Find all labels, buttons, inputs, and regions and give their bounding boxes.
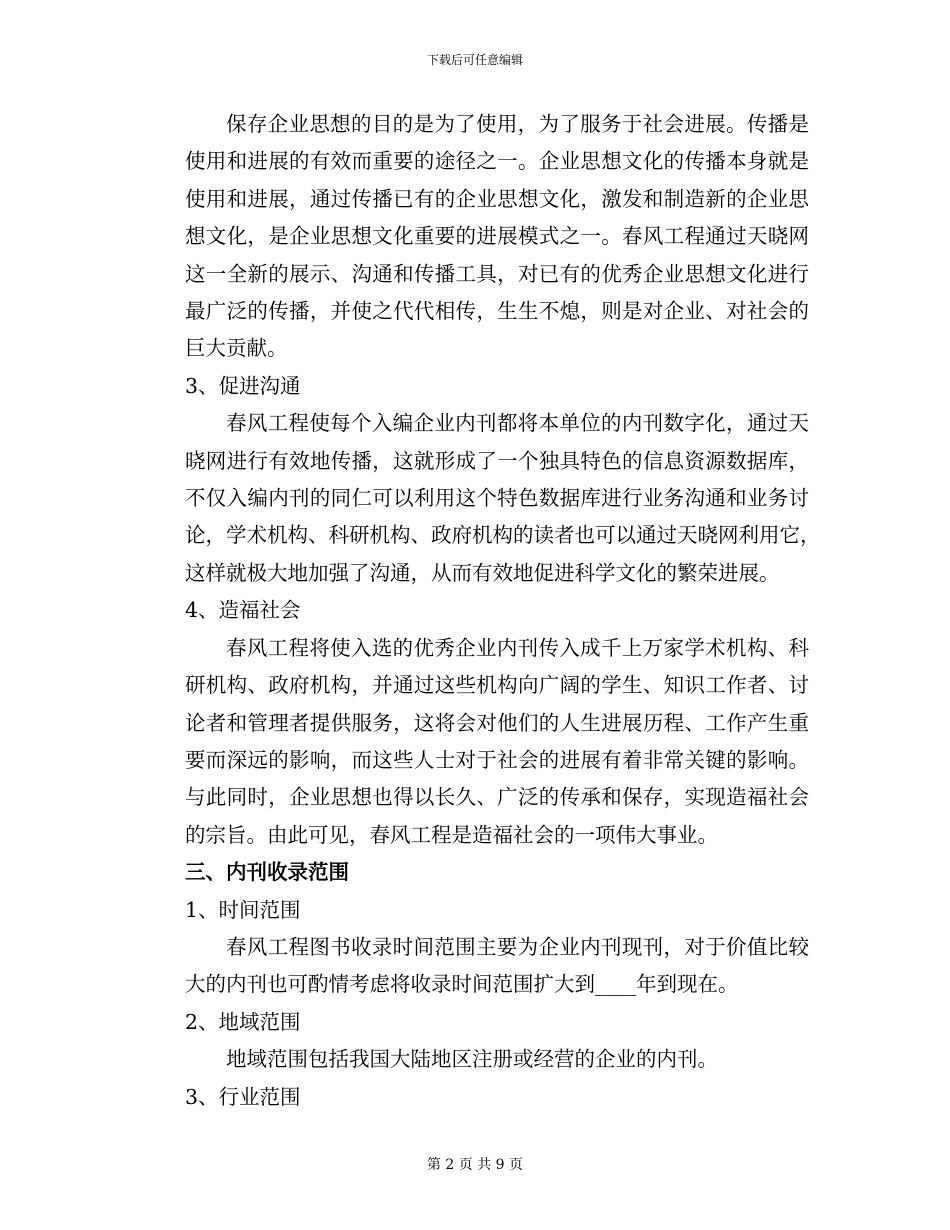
section-heading-time-scope: 1、时间范围 — [185, 897, 301, 922]
text-line: 春风工程图书收录时间范围主要为企业内刊现刊，对于价值比较 — [226, 934, 809, 959]
paragraph-time-scope — [144, 929, 809, 1004]
text-line: 使用和进展的有效而重要的途径之一。企业思想文化的传播本身就是 — [185, 149, 809, 174]
paragraph-region-scope — [144, 1041, 809, 1078]
text-line: 大的内刊也可酌情考虑将收录时间范围扩大到____年到现在。 — [185, 972, 739, 997]
section-heading-industry-scope: 3、行业范围 — [185, 1084, 301, 1109]
text-line: 巨大贡献。 — [185, 336, 288, 361]
section-heading-benefit-society: 4、造福社会 — [185, 598, 301, 623]
text-line: 春风工程使每个入编企业内刊都将本单位的内刊数字化，通过天 — [226, 411, 809, 436]
text-line: 晓网进行有效地传播，这就形成了一个独具特色的信息资源数据库， — [185, 448, 809, 473]
text-line: 这一全新的展示、沟通和传播工具，对已有的优秀企业思想文化进行 — [185, 261, 809, 286]
text-line: 的宗旨。由此可见，春风工程是造福社会的一项伟大事业。 — [185, 822, 718, 847]
text-line: 保存企业思想的目的是为了使用，为了服务于社会进展。传播是 — [226, 112, 809, 136]
section-heading-region-scope: 2、地域范围 — [185, 1009, 301, 1034]
paragraph-communication — [144, 405, 821, 592]
text-line: 要而深远的影响，而这些人士对于社会的进展有着非常关键的影响。 — [185, 747, 809, 772]
text-line: 论，学术机构、科研机构、政府机构的读者也可以通过天晓网利用它， — [185, 523, 821, 548]
section-heading-promote-communication: 3、促进沟通 — [185, 373, 301, 398]
section-heading-collection-scope: 三、内刊收录范围 — [185, 860, 349, 885]
paragraph-preservation-purpose — [144, 106, 809, 368]
page-header: 下载后可任意编辑 — [426, 53, 523, 67]
text-line: 最广泛的传播，并使之代代相传，生生不熄，则是对企业、对社会的 — [185, 299, 809, 324]
text-line: 使用和进展，通过传播已有的企业思想文化，激发和制造新的企业思 — [185, 186, 809, 211]
text-line: 地域范围包括我国大陆地区注册或经营的企业的内刊。 — [226, 1047, 718, 1072]
paragraph-benefit-society — [144, 630, 809, 854]
page-footer: 第 2 页 共 9 页 — [426, 1157, 524, 1173]
text-line: 春风工程将使入选的优秀企业内刊传入成千上万家学术机构、科 — [226, 635, 809, 660]
text-line: 研机构、政府机构，并通过这些机构向广阔的学生、知识工作者、讨 — [185, 673, 809, 698]
text-line: 想文化，是企业思想文化重要的进展模式之一。春风工程通过天晓网 — [185, 224, 809, 249]
document-body — [144, 106, 821, 1116]
text-line: 不仅入编内刊的同仁可以利用这个特色数据库进行业务沟通和业务讨 — [185, 486, 809, 511]
text-line: 与此同时，企业思想也得以长久、广泛的传承和保存，实现造福社会 — [185, 785, 809, 810]
text-line: 这样就极大地加强了沟通，从而有效地促进科学文化的繁荣进展。 — [185, 560, 780, 585]
text-line: 论者和管理者提供服务，这将会对他们的人生进展历程、工作产生重 — [185, 710, 809, 735]
